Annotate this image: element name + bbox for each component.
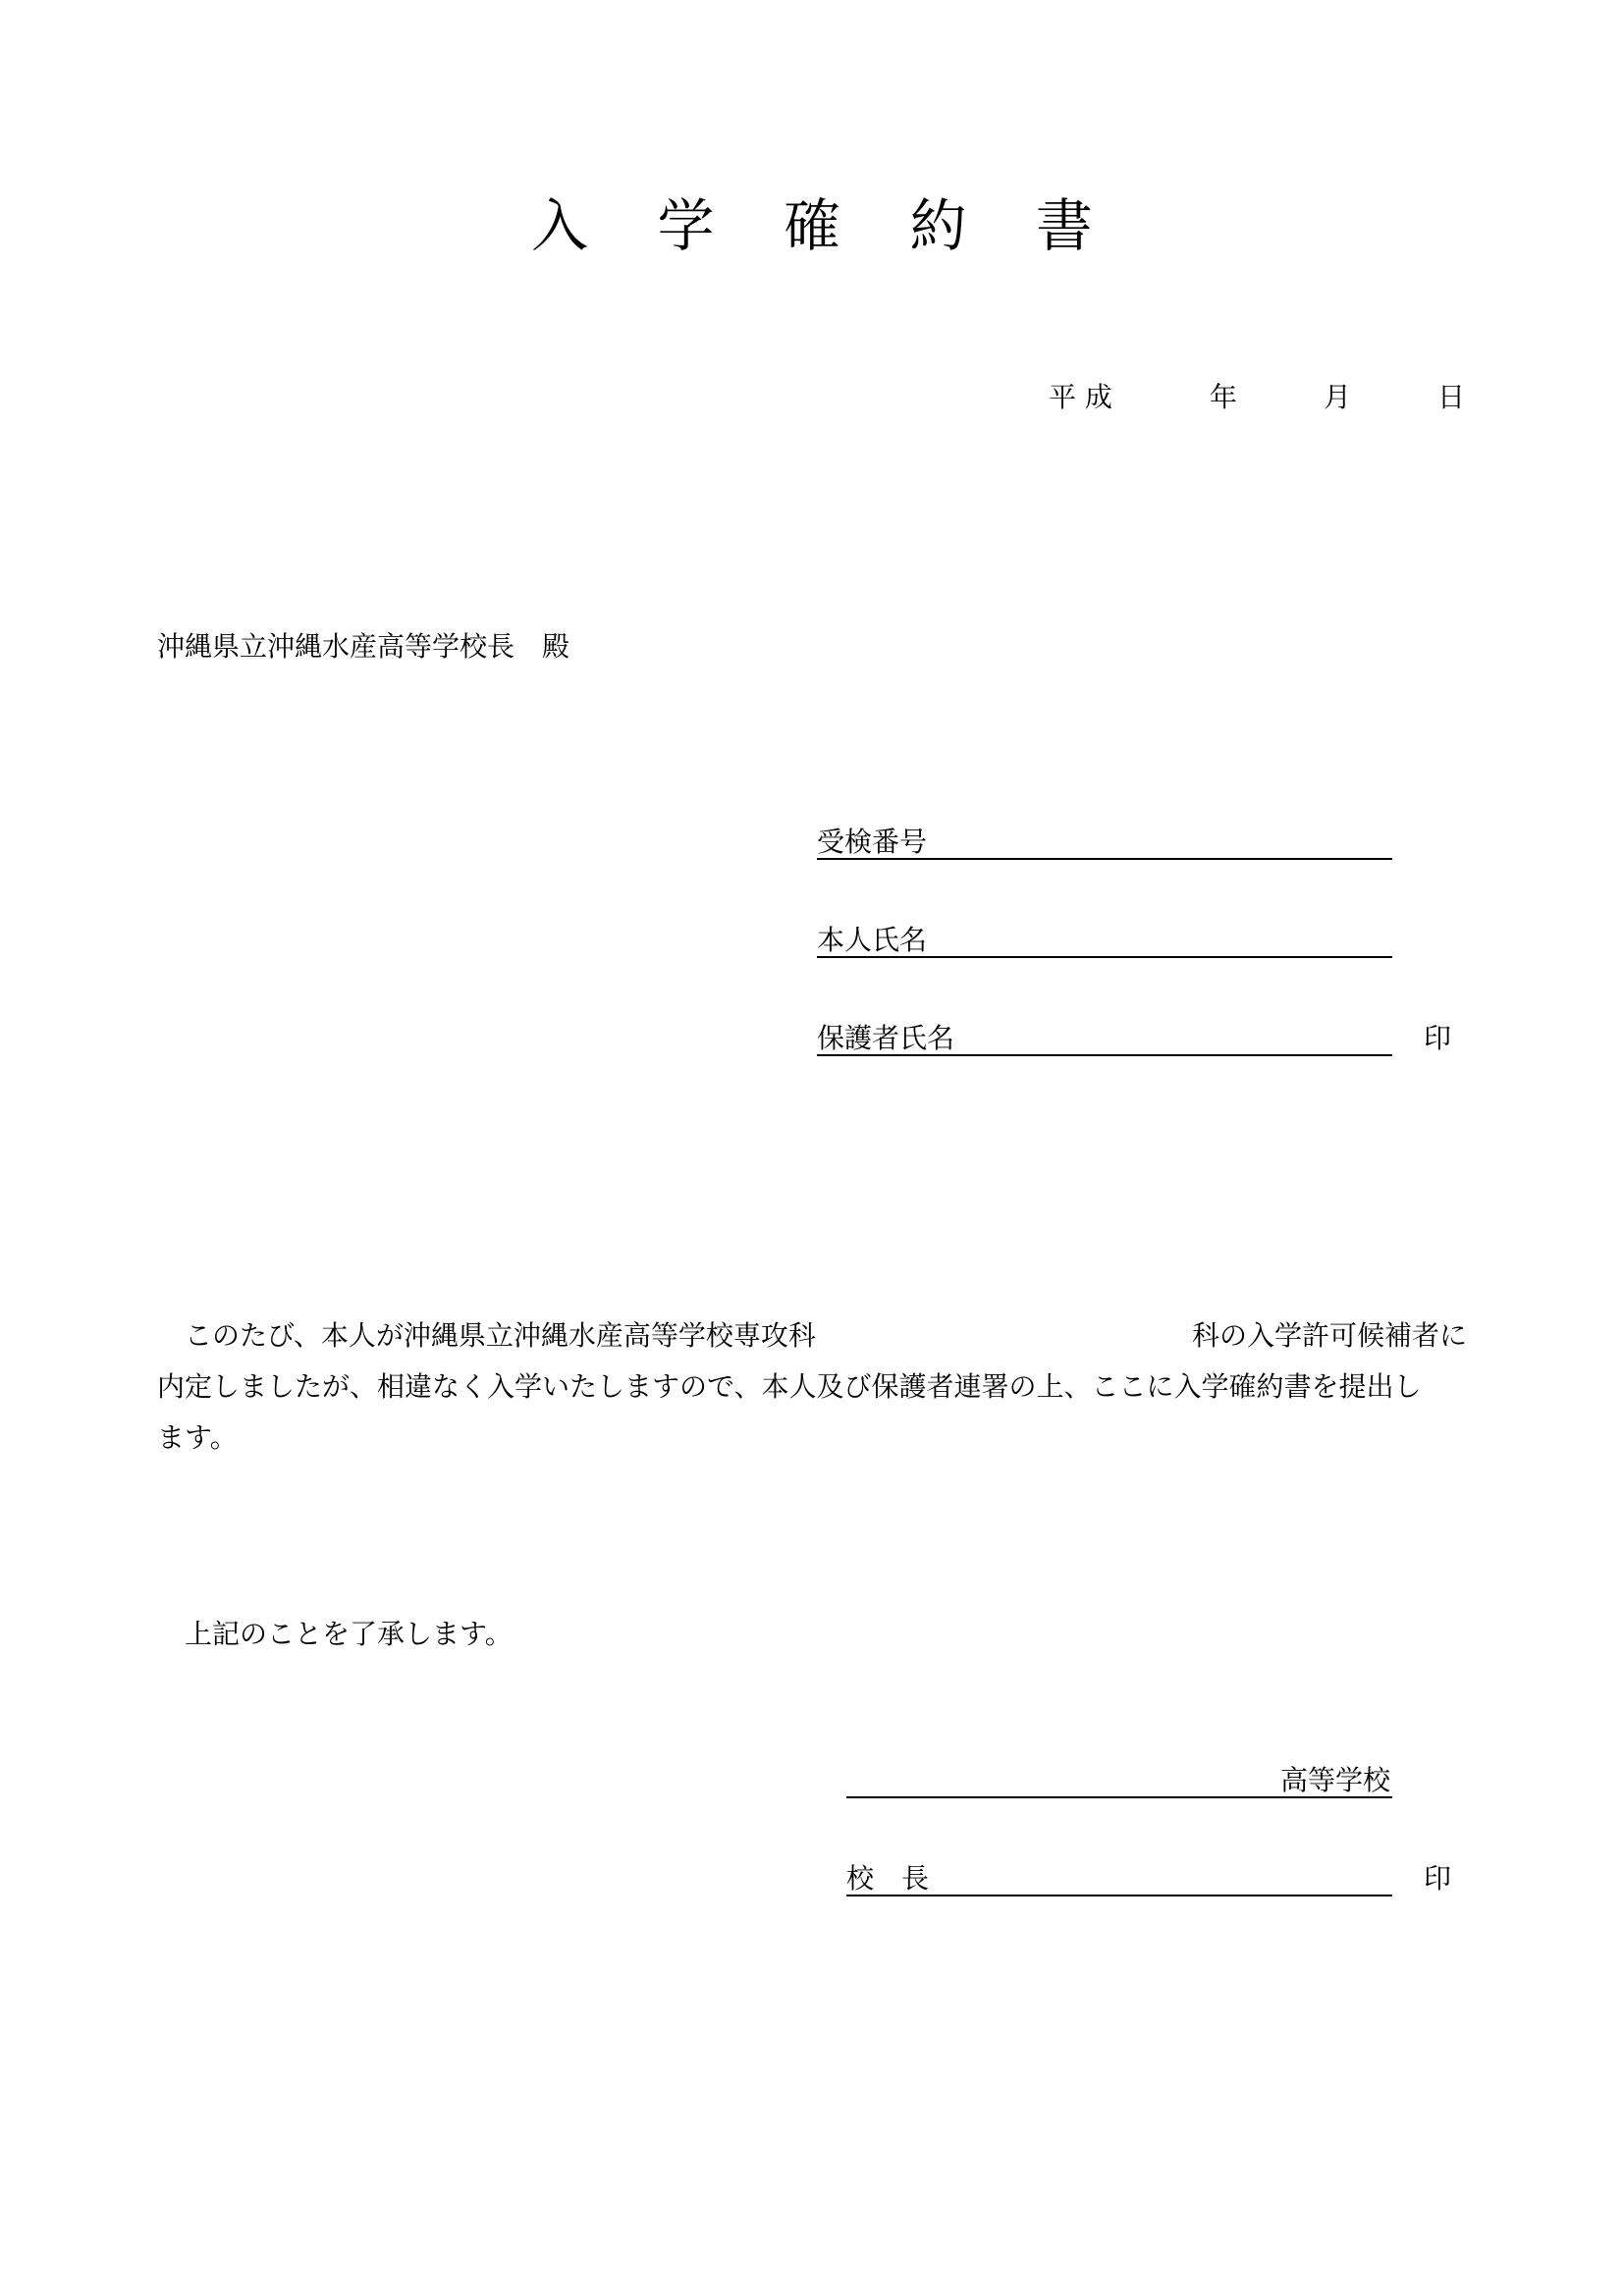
date-month: 月 xyxy=(1324,381,1352,413)
principal-seal-mark: 印 xyxy=(1424,1862,1452,1895)
exam-number-field[interactable] xyxy=(817,858,1392,860)
title-char: 学 xyxy=(657,192,715,259)
school-suffix-label: 高等学校 xyxy=(1280,1764,1391,1796)
body-line-1-start: このたび、本人が沖縄県立沖縄水産高等学校専攻科 xyxy=(157,1319,816,1352)
title-char: 書 xyxy=(1035,192,1093,259)
principal-name-field[interactable] xyxy=(846,1895,1392,1896)
addressee: 沖縄県立沖縄水産高等学校長 殿 xyxy=(157,630,570,663)
principal-label: 校 長 xyxy=(846,1862,930,1895)
acknowledgement-text: 上記のことを了承します。 xyxy=(157,1618,513,1650)
exam-number-label: 受検番号 xyxy=(817,826,928,858)
guardian-name-field[interactable] xyxy=(817,1054,1392,1056)
title-char: 入 xyxy=(531,192,589,259)
title-char: 確 xyxy=(783,192,840,259)
body-line-2: 内定しましたが、相違なく入学いたしますので、本人及び保護者連署の上、ここに入学確約書を提出し xyxy=(157,1370,1422,1403)
date-day: 日 xyxy=(1437,381,1466,413)
body-line-3: ます。 xyxy=(157,1421,238,1454)
body-line-1-end: 科の入学許可候補者に xyxy=(1192,1319,1468,1352)
date-year: 年 xyxy=(1210,381,1238,413)
date-era: 平 成 xyxy=(1049,381,1112,413)
student-name-label: 本人氏名 xyxy=(817,924,928,956)
document-title xyxy=(0,187,1624,265)
title-char: 約 xyxy=(909,192,967,259)
guardian-seal-mark: 印 xyxy=(1424,1022,1452,1054)
guardian-name-label: 保護者氏名 xyxy=(817,1022,955,1054)
student-name-field[interactable] xyxy=(817,956,1392,958)
